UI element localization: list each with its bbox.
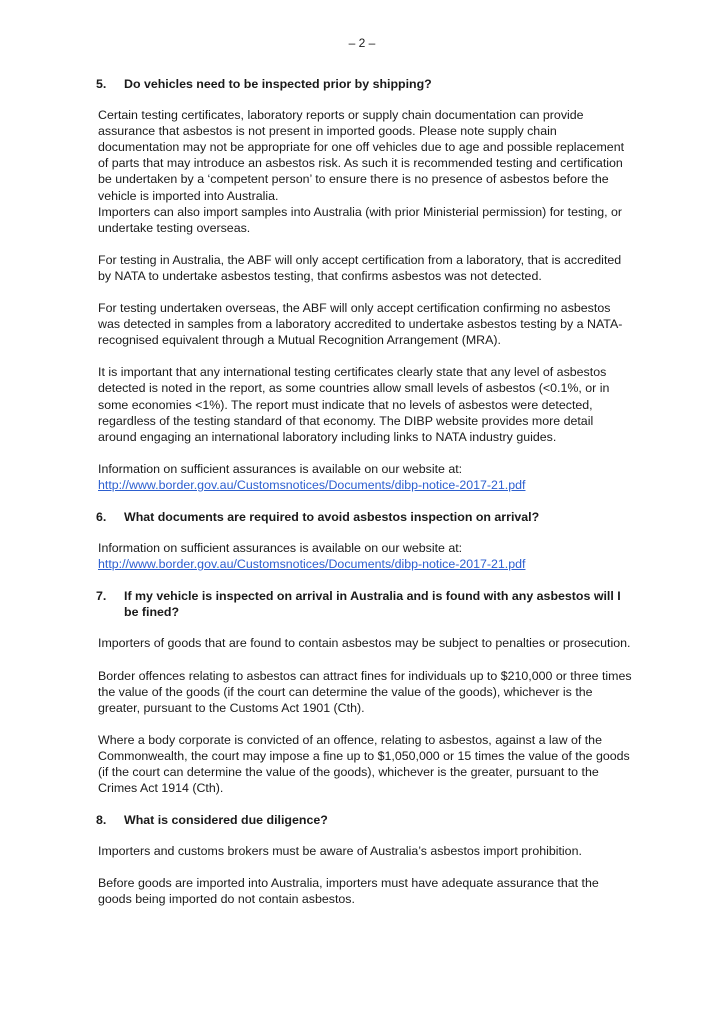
paragraph-text: Information on sufficient assurances is available on our website at: <box>98 461 463 476</box>
paragraph: It is important that any international testing certificates clearly state that any level of asbestos detected is noted in the report, as some countries allow small levels of asbestos (<0.1%, or in some economies <1%). The report must indicate that no levels of asbestos were detected, regardless of the testing standard of that economy. The DIBP website provides more detail around engaging an international laboratory including links to NATA industry guides. <box>98 365 610 444</box>
section-7-heading <box>96 588 633 620</box>
section-5-heading <box>96 76 633 92</box>
paragraph: Before goods are imported into Australia, importers must have adequate assurance that the goods being imported do not contain asbestos. <box>98 876 599 907</box>
document-body <box>98 76 633 924</box>
paragraph: For testing in Australia, the ABF will only accept certification from a laboratory, that is accredited by NATA to undertake asbestos testing, that confirms asbestos was not detected. <box>98 252 622 283</box>
paragraph: Where a body corporate is convicted of an offence, relating to asbestos, against a law of the Commonwealth, the court may impose a fine up to $1,050,000 or 15 times the value of the goods (if the court can determine the value of the goods), whichever is the greater, pursuant to the Crimes Act 1914 (Cth). <box>98 732 630 796</box>
paragraph-text: Information on sufficient assurances is available on our website at: <box>98 541 463 556</box>
section-number: 5. <box>96 77 107 91</box>
section-title: What documents are required to avoid asbestos inspection on arrival? <box>124 509 540 524</box>
paragraph-with-link <box>98 540 633 572</box>
section-number: 7. <box>96 589 107 604</box>
section-title: If my vehicle is inspected on arrival in Australia and is found with any asbestos will I be fined? <box>124 589 621 620</box>
section-title: What is considered due diligence? <box>124 813 328 828</box>
paragraph: Certain testing certificates, laboratory reports or supply chain documentation can provide assurance that asbestos is not present in imported goods. Please note supply chain documentation may not be appropriate for one off vehicles due to age and possible replacement of parts that may introduce an asbestos risk. As such it is recommended testing and certification be undertaken by a ‘competent person’ to ensure there is no presence of asbestos before the vehicle is imported into Australia. <box>98 108 625 203</box>
section-8-heading <box>96 812 633 828</box>
paragraph: For testing undertaken overseas, the ABF will only accept certification confirming no asbestos was detected in samples from a laboratory accredited to undertake asbestos testing by a NATA-recognised equivalent through a Mutual Recognition Arrangement (MRA). <box>98 301 623 348</box>
section-6-heading <box>96 509 633 525</box>
paragraph: Importers of goods that are found to contain asbestos may be subject to penalties or prosecution. <box>98 636 631 651</box>
paragraph-with-link <box>98 461 633 493</box>
dibp-notice-link[interactable]: http://www.border.gov.au/Customsnotices/Documents/dibp-notice-2017-21.pdf <box>98 477 526 492</box>
paragraph: Importers can also import samples into Australia (with prior Ministerial permission) for testing, or undertake testing overseas. <box>98 204 623 235</box>
section-number: 6. <box>96 509 107 524</box>
paragraph: Importers and customs brokers must be aware of Australia’s asbestos import prohibition. <box>98 844 582 859</box>
dibp-notice-link[interactable]: http://www.border.gov.au/Customsnotices/Documents/dibp-notice-2017-21.pdf <box>98 557 526 572</box>
paragraph: Border offences relating to asbestos can attract fines for individuals up to $210,000 or three times the value of the goods (if the court can determine the value of the goods), whichever is the greater, pursuant to the Customs Act 1901 (Cth). <box>98 668 632 715</box>
section-number: 8. <box>96 813 107 828</box>
section-title: Do vehicles need to be inspected prior by shipping? <box>124 77 432 91</box>
page-number: – 2 – <box>348 36 376 50</box>
